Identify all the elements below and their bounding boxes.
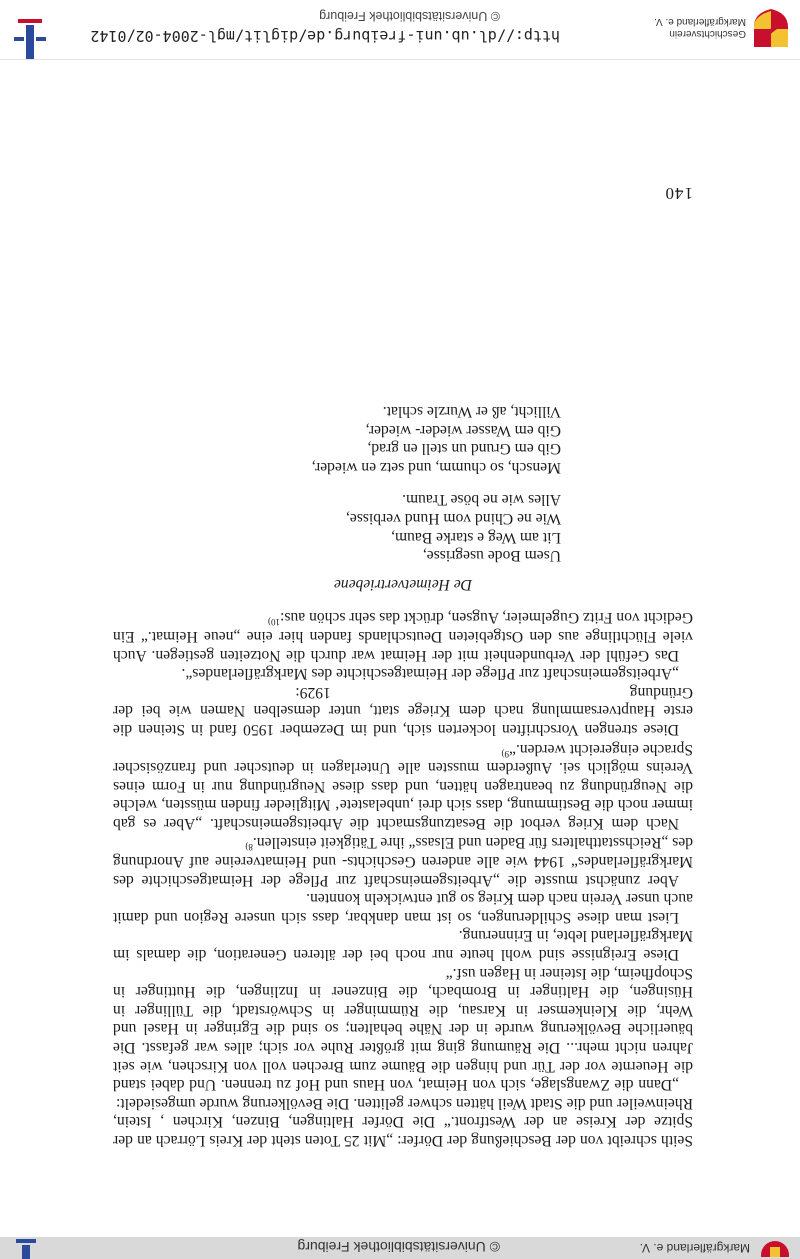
poem-line: Gib em Grund un stell en grad,: [367, 440, 561, 458]
page-footer: [0, 0, 800, 60]
paragraph: Seith schreibt von der Beschießung der Dörfer: „Mit 25 Toten steht der Kreis Lörrach an der Spitze der Kreise an der Westfront.“ Die Dörfer Haltingen, Binzen, Kirchen , Istein, Rheinweiler und die Stadt Weil hätten schwer gelitten. Die Bevölkerung wurde umgesiedelt:: [113, 1094, 693, 1149]
paragraph: Diese Ereignisse sind wohl heute nur noch bei der älteren Generation, die damals im Markgräflerland lebte, in Erinnerung.: [113, 927, 693, 964]
paragraph-text: Das Gefühl der Verbundenheit mit der Heimat war durch die Notzeiten gestiegen. Auch viele Flüchtlinge aus den Ostgebieten Deutschlands fanden hier eine „neue Heimat.“ Ein Gedicht von Fritz Gugelmeier, Augsen, drückt das sehr schön aus:: [113, 609, 693, 664]
society-name-cut: Markgräflerland e. V.: [639, 1241, 750, 1255]
quote-paragraph: „Dann die Zwangslage, sich von Heimat, von Haus und Hof zu trennen. Und dabei stand die Heuernte vor der Tür und hingen die Bäume zum Brechen voll von Kirschen, wie seit Jahren nicht mehr... Die Räumung ging mit größter Ruhe vor sich; alles war gefasst. Die bäuerliche Bevölkerung wurde in der Nähe behalten; so sind die Egringer in Hasel und Wehr, die Kleinkemser in Karsau, die Rümminger in Schwörstadt, die Tüllinger in Hüsingen, die Haltinger in Brombach, die Binzener in Inzlingen, die Huttinger in Schopfheim, die Isteiner in Hagen usf.“: [113, 964, 693, 1094]
paragraph-text: Aber zunächst musste die „Arbeitsgemeinschaft zur Pflege der Heimatgeschichte des Markgräflerlandes“ 1944 wie alle anderen Geschichts- und Heimatvereine auf Anordnung des „Reichsstatthalters für Baden und Elsass“ ihre Tätigkeit einstellen.: [113, 834, 693, 889]
poem-title: De Heimetvertriebene: [333, 575, 473, 593]
university-logo-icon: [10, 1237, 40, 1259]
copyright-notice: © Universitätsbibliothek Freiburg: [319, 9, 500, 23]
poem-line: Villicht, aß er Wurzle schlat.: [382, 403, 561, 421]
society-name-line: Markgräflerland e. V.: [654, 16, 746, 27]
society-crest-icon: [750, 7, 792, 51]
previous-page-footer-strip: [0, 1237, 800, 1259]
society-name-line: Geschichtsverein: [669, 28, 746, 39]
university-logo-icon: [12, 15, 48, 59]
poem-line: Alles wie ne böse Traum.: [402, 491, 561, 509]
paragraph: [113, 607, 693, 664]
poem-line: Gib em Wasser wieder- wieder,: [365, 421, 561, 439]
society-crest-icon: [754, 1237, 796, 1257]
paragraph: [113, 738, 693, 832]
footnote-marker: 9): [501, 748, 509, 759]
quoted-name: „Arbeitsgemeinschaft zur Pflege der Heimatgeschichte des Markgräflerlandes“.: [181, 665, 679, 683]
paragraph: [113, 682, 693, 738]
copyright-cut: © Universitätsbibliothek Freiburg: [297, 1239, 500, 1255]
poem-line: Usem Bode usegrisse,: [422, 547, 561, 565]
poem-line: Wie ne Chind vom Hund verbisse,: [345, 510, 561, 527]
paragraph-text: Diese strengen Vorschriften lockerten sich, und im Dezember 1950 fand in Steinen die erste Hauptversammlung nach dem Kriege statt, unter demselben Namen wie bei der Gründung: [113, 683, 693, 738]
footnote-marker: 10): [268, 617, 281, 628]
poem-stanza: [113, 490, 561, 564]
poem-line: Mensch, so chumm, und setz en wieder,: [311, 458, 561, 476]
poem: [113, 401, 561, 564]
page-number: 140: [664, 184, 693, 203]
paragraph: Liest man diese Schilderungen, so ist man dankbar, dass sich unsere Region und damit auch unser Verein nach dem Krieg so gut entwickeln konnten.: [113, 890, 693, 926]
paragraph-text: Nach dem Krieg verbot die Besatzungsmacht die Arbeitsgemeinschaft. „Aber es gab immer noch die Bestimmung, dass sich drei ,unbelastete‘ Mitglieder finden müssten, welche die Neugründung zu beantragen hätten, und dass diese Neugründung nur in Form eines Vereins möglich sei. Außerdem mussten alle Unterlagen in deutscher und französischer Sprache eingereicht werden.“: [113, 740, 693, 832]
paragraph: [113, 832, 693, 889]
poem-stanza: [113, 401, 561, 475]
society-name: [654, 15, 746, 39]
founding-year: 1929:: [295, 683, 331, 701]
poem-line: Lit am Weg e starke Baum,: [391, 528, 561, 546]
body-text: [113, 387, 693, 1149]
source-url[interactable]: http://dl.ub.uni-freiburg.de/diglit/mgl-2004-02/0142: [90, 27, 560, 45]
footnote-marker: 8): [245, 842, 253, 853]
